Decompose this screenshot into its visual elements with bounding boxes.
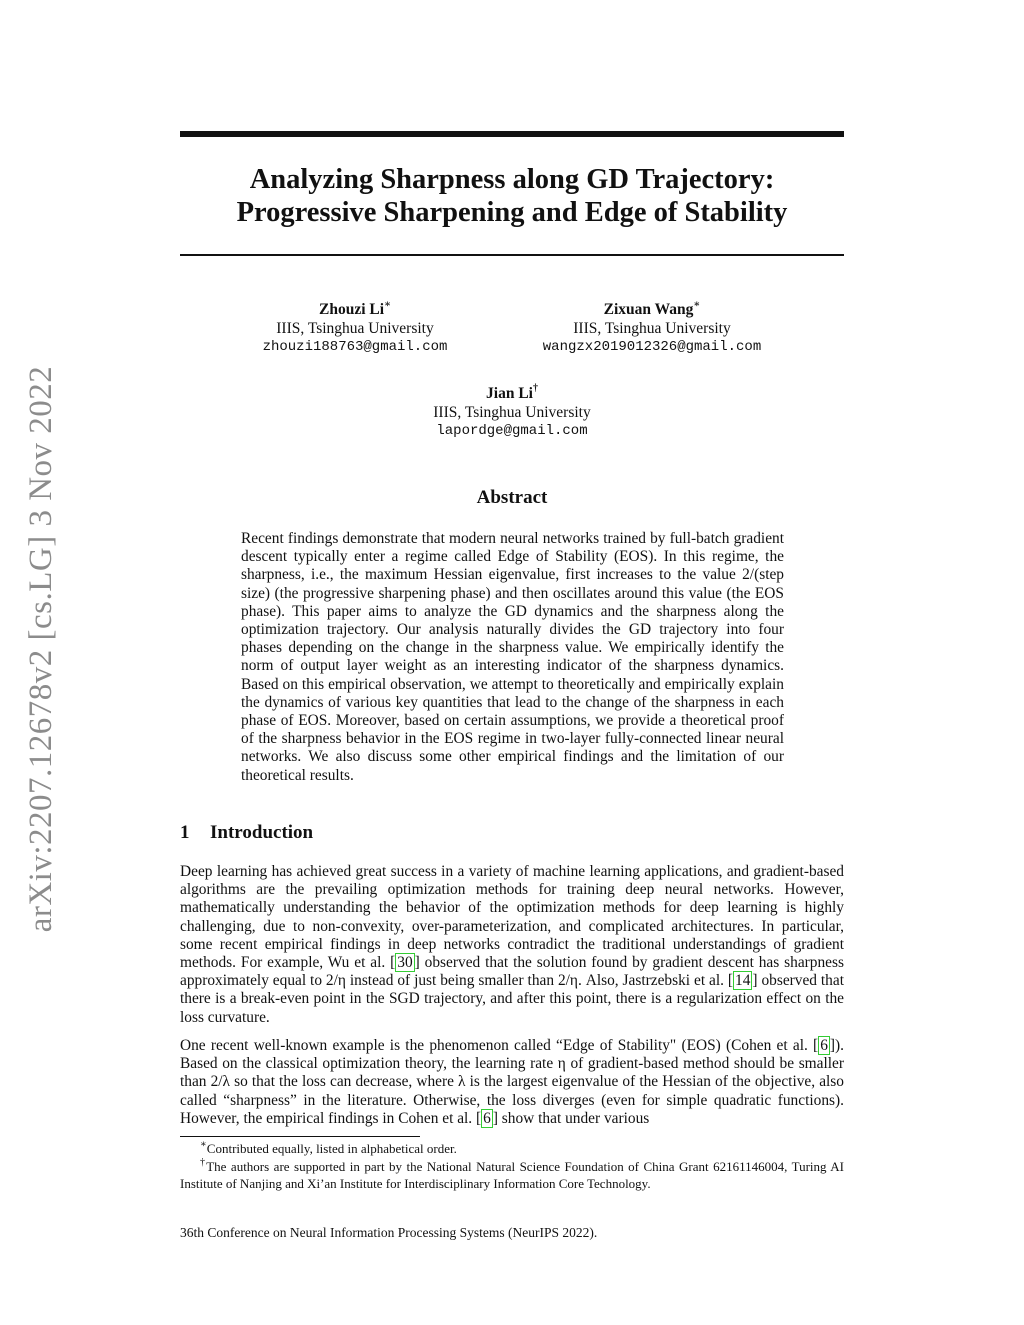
conference-line: 36th Conference on Neural Information Processing Systems (NeurIPS 2022).	[180, 1225, 598, 1240]
author-mark: ∗	[693, 298, 701, 310]
title-line-2: Progressive Sharpening and Edge of Stability	[236, 197, 788, 228]
author-block-2	[522, 300, 782, 357]
title-line-1: Analyzing Sharpness along GD Trajectory:	[249, 164, 775, 195]
citation-link[interactable]: 14	[735, 972, 751, 990]
author-block-1	[255, 300, 455, 357]
citation-link[interactable]: 6	[483, 1109, 491, 1127]
author-affiliation: IIIS, Tsinghua University	[573, 320, 731, 337]
title-top-rule	[180, 131, 844, 137]
text-run: One recent well-known example is the phenomenon called “Edge of Stability" (EOS) (Cohen et al. [	[180, 1037, 819, 1054]
citation-link[interactable]: 6	[820, 1037, 828, 1054]
author-mark: †	[532, 382, 538, 394]
footnote-text: Contributed equally, listed in alphabetical order.	[206, 1141, 457, 1156]
author-block-3	[412, 384, 612, 441]
arxiv-stamp: arXiv:2207.12678v2 [cs.LG] 3 Nov 2022	[23, 365, 59, 933]
text-run: ] observed that there is a break-even point in the SGD trajectory, and after this point, there is a regularization effect on the loss curvature.	[180, 972, 844, 1026]
citation-link[interactable]: 30	[397, 954, 413, 972]
author-email[interactable]: lapordge@gmail.com	[436, 423, 588, 439]
footnote-mark: ∗	[200, 1138, 207, 1150]
author-email[interactable]: wangzx2019012326@gmail.com	[542, 339, 762, 355]
paper-title	[180, 163, 844, 229]
text-run: ] observed that the solution found by gradient descent has sharpness approximately equal to 2/η instead of just being smaller than 2/η. Also, Jastrzebski et al. [	[180, 954, 844, 990]
abstract-body: Recent findings demonstrate that modern neural networks trained by full-batch gradient descent typically enter a regime called Edge of Stability (EOS). In this regime, the sharpness, i.e., the maximum Hessian eigenvalue, first increases to the value 2/(step size) (the progressive sharpening phase) and then oscillates around this value (the EOS phase). This paper aims to analyze the GD dynamics and the sharpness along the optimization trajectory. Our analysis naturally divides the GD trajectory into four phases depending on the change in the sharpness value. We empirically identify the norm of output layer weight as an interesting indicator of the sharpness dynamics. Based on this empirical observation, we attempt to theoretically and empirically explain the dynamics of various key quantities that lead to the change of the sharpness in each phase of EOS. Moreover, based on certain assumptions, we provide a theoretical proof of the sharpness behavior in the EOS regime in two-layer fully-connected linear neural networks. We also discuss some other empirical findings and the limitation of our theoretical results.	[241, 530, 784, 784]
footnote-rule	[180, 1136, 420, 1137]
author-email[interactable]: zhouzi188763@gmail.com	[262, 339, 448, 355]
author-affiliation: IIIS, Tsinghua University	[433, 404, 591, 421]
intro-paragraph-1	[180, 863, 844, 1027]
title-bottom-rule	[180, 254, 844, 256]
author-affiliation: IIIS, Tsinghua University	[276, 320, 434, 337]
author-name: Zixuan Wang	[603, 301, 694, 318]
text-run: Deep learning has achieved great success in a variety of machine learning applications, and gradient-based algorithms are the prevailing optimization methods for training deep neural networks. However, mathematically understanding the behavior of the optimization methods for deep learning is highly challenging, due to non-convexity, over-parameterization, and complicated architectures. In particular, some recent empirical findings in deep networks contradict the traditional understandings of gradient methods. For example, Wu et al. [	[180, 863, 844, 972]
author-mark: ∗	[384, 298, 391, 310]
intro-paragraph-2	[180, 1037, 844, 1128]
section-heading	[180, 822, 313, 844]
author-name: Jian Li	[486, 385, 533, 402]
footnote-2	[180, 1158, 844, 1192]
author-name: Zhouzi Li	[319, 301, 385, 318]
text-run: ] show that under various	[492, 1109, 650, 1127]
section-number: 1	[180, 822, 190, 843]
abstract-heading: Abstract	[476, 487, 548, 508]
footnote-mark: †	[200, 1156, 207, 1168]
text-run: ]). Based on the classical optimization theory, the learning rate η of gradient-based method should be smaller than 2/λ so that the loss can decrease, where λ is the largest eigenvalue of the Hessian of the objective, also called “sharpness” in the literature. Otherwise, the loss diverges (even for simple quadratic functions). However, the empirical findings in Cohen et al. [	[180, 1037, 844, 1127]
footnote-text: The authors are supported in part by the National Natural Science Foundation of China Grant 62161146004, Turing AI Institute of Nanjing and Xi’an Institute for Interdisciplinary Information Core Technology.	[180, 1159, 845, 1191]
footnote-1	[180, 1140, 844, 1157]
section-title: Introduction	[210, 822, 314, 843]
